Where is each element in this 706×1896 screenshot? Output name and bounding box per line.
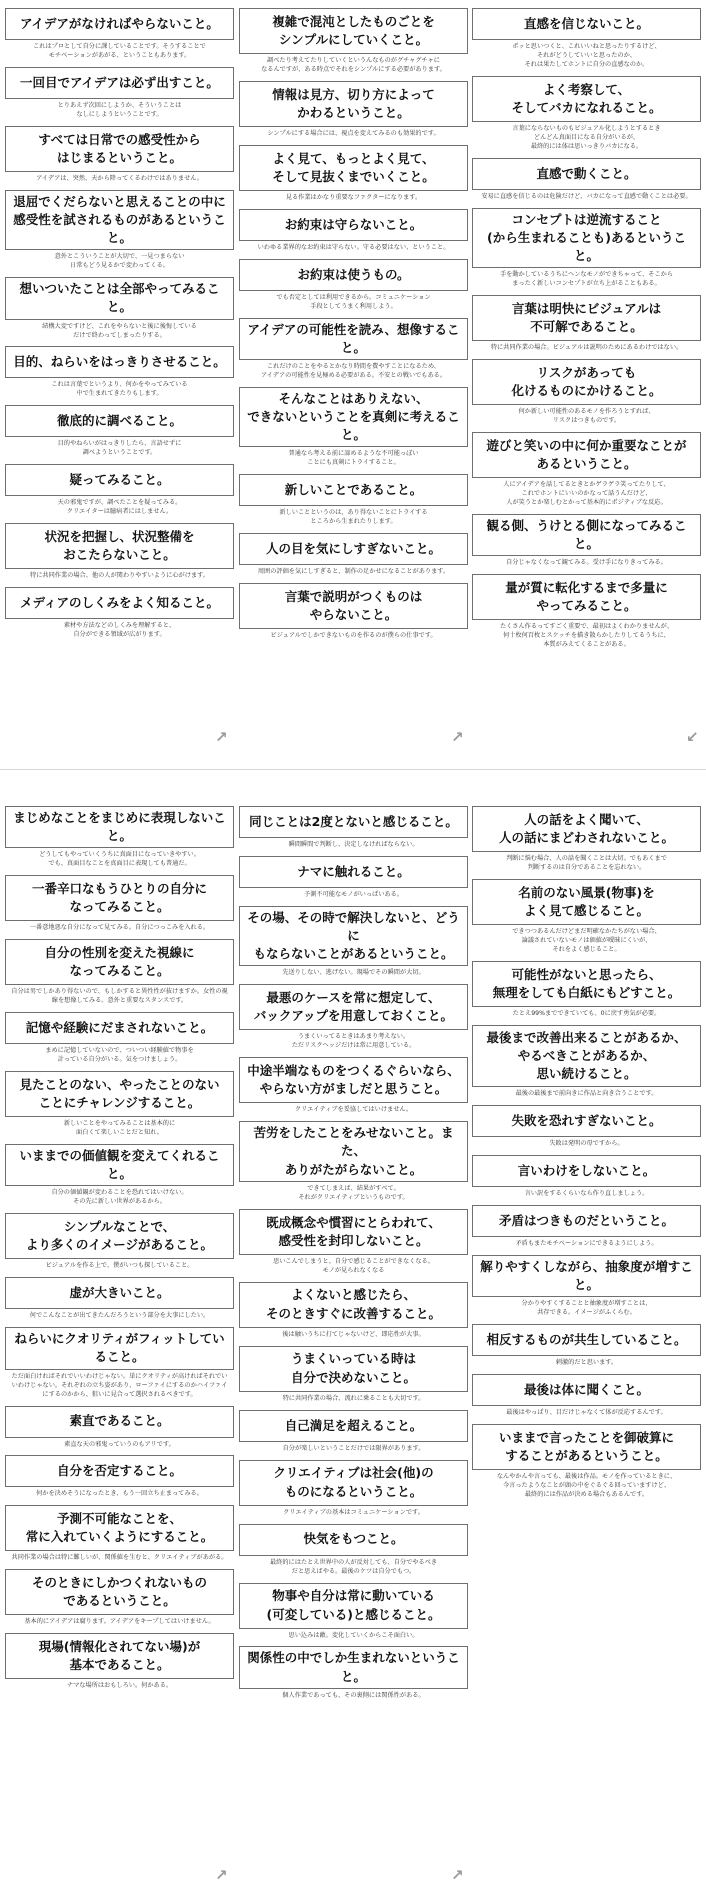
- principle-note: 何か新しい可能性のあるモノを作ろうとすれば、 リスクはつきものです。: [518, 408, 655, 425]
- principle-note: 一番意地悪な自分になって見てみる。自分につっこみを入れる。: [29, 924, 210, 932]
- principle-heading: 複雑で混沌としたものごとを シンプルにしていくこと。: [239, 8, 468, 54]
- principle-card: [239, 259, 468, 312]
- principle-card: [472, 1205, 701, 1249]
- principle-card: [5, 190, 234, 271]
- principle-card: [472, 76, 701, 152]
- principle-heading: 退屈でくだらないと思えることの中に 感受性を試されるものがあるということ。: [5, 190, 234, 250]
- principle-note: まめに記憶していないので、ついつい経験値で物事を 計っている自分がいる。気をつけましょう。: [45, 1047, 194, 1064]
- principle-note: クリエイティブの基本はコミュニケーションです。: [283, 1508, 424, 1516]
- principle-note: 新しいことというのは、あり得ないことにトライする ところから生まれたりします。: [279, 509, 428, 526]
- principle-card: [472, 806, 701, 873]
- principle-card: [5, 277, 234, 340]
- principle-card: [239, 533, 468, 577]
- principle-note: 特に共同作業の場合。ビジュアルは説明のためにあるわけではない。: [490, 344, 683, 352]
- principle-card: [472, 1424, 701, 1500]
- principle-note: 手を動かしているうちにヘンなモノができちゃって、そこから まったく新しいコンセプトが立ち上がることもある。: [499, 271, 674, 288]
- principle-card: [5, 405, 234, 458]
- principle-heading: 名前のない風景(物事)を よく見て感じること。: [472, 879, 701, 925]
- principle-heading: 自分の性別を変えた視線に なってみること。: [5, 939, 234, 985]
- principle-heading: 目的、ねらいをはっきりさせること。: [5, 346, 234, 378]
- principle-heading: 苦労をしたことをみせないこと。また、 ありがたがらないこと。: [239, 1121, 468, 1181]
- principle-note: どうしてもやっていくうちに真面目になっていきやすい。 でも、真面目なことを真面目に表現しても普通だ。: [39, 851, 200, 868]
- principle-card: [5, 1071, 234, 1138]
- principle-card: [5, 8, 234, 61]
- principle-heading: 既成概念や慣習にとらわれて、 感受性を封印しないこと。: [239, 1209, 468, 1255]
- principle-heading: ねらいにクオリティがフィットしていること。: [5, 1327, 234, 1369]
- principle-card: [239, 583, 468, 641]
- principle-note: できてしまえば、結果がすべて。 それがクリエイティブというものです。: [298, 1184, 409, 1201]
- principle-note: 最終的にはたとえ世界中の人が反対しても、自分でやるべき だと思えばやる。最後のケツは自分でもつ。: [269, 1558, 438, 1575]
- principle-note: 後は触いうちに打てじゃないけど、即応性が大事。: [282, 1330, 425, 1338]
- principle-note: 瞬間瞬間で判断し、決定しなければならない。: [288, 841, 419, 848]
- principle-note: 自分の価値観が変わることを恐れてはいけない。 その先に新しい世界があるから。: [51, 1189, 188, 1206]
- principle-note: 基本的にアイデアは腐ります。アイデアをキープしてはいけません。: [24, 1618, 215, 1626]
- principle-note: ポッと思いつくと、これいいねと思ったりするけど、 それがどうしていいと思ったのか、 それは果たしてホントに自分の直感なのか。: [512, 43, 661, 68]
- principle-card: [239, 1524, 468, 1577]
- principle-heading: 状況を把握し、状況整備を おこたらないこと。: [5, 523, 234, 569]
- principle-card: [239, 8, 468, 75]
- principle-card: [472, 1155, 701, 1199]
- principle-heading: 現場(情報化されてない場)が 基本であること。: [5, 1633, 234, 1679]
- principle-heading: そんなことはありえない、 できないということを真剣に考えること。: [239, 387, 468, 447]
- column-2: [239, 8, 468, 647]
- principle-card: [5, 1505, 234, 1563]
- principle-note: でも否定としては利用できるから。コミュニケーション 手段としてうまく利用しよう。: [276, 293, 431, 310]
- principle-heading: そのときにしかつくれないもの であるということ。: [5, 1569, 234, 1615]
- principle-heading: メディアのしくみをよく知ること。: [5, 587, 234, 619]
- principle-card: [5, 587, 234, 640]
- principle-heading: 矛盾はつきものだということ。: [472, 1205, 701, 1237]
- principle-heading: お約束は使うもの。: [239, 259, 468, 291]
- principle-note: 目的やねらいがはっきりしたら、言語せずに 調べようということです。: [57, 440, 182, 457]
- principle-note: 自分じゃなくなって観てみる。受け手になりきってみる。: [506, 559, 667, 567]
- principle-card: [472, 879, 701, 955]
- principle-card: [472, 961, 701, 1019]
- principle-note: 調べたり考えてたりしていくというんなものがグチャグチャに なるんですが、ある時点でそれをシンプルにする必要があります。: [261, 57, 446, 73]
- principle-card: [5, 806, 234, 869]
- principle-card: [472, 514, 701, 568]
- principle-card: [472, 158, 701, 202]
- principle-card: [5, 1144, 234, 1207]
- principle-note: 自分は男でしかあり得ないので、もしかすると異性性が抜けますか。女性の視線を想像してみる。意外と重要なスタンスです。: [11, 988, 228, 1005]
- principle-heading: 快気をもつこと。: [239, 1524, 468, 1556]
- principle-card: [5, 1327, 234, 1399]
- principle-note: 矛盾もまたモチベーションにできるようにしよう。: [515, 1239, 658, 1247]
- principle-card: [5, 939, 234, 1006]
- principle-note: 人にアイデアを話してるときとかゲラゲラ笑ってたりして、 これでホントにいいのかなって話うんだけど、 人が笑うとか楽しむとかって基本的にポジティブな反応。: [503, 481, 670, 507]
- principle-card: [239, 906, 468, 978]
- principle-card: [239, 806, 468, 850]
- principle-card: [472, 1255, 701, 1318]
- principle-heading: 可能性がないと思ったら、 無理をしても白紙にもどすこと。: [472, 961, 701, 1007]
- principle-note: ただ面白ければそれでいいわけじゃない。単にクオリティが高ければそれでいいわけじゃない。それぞれの立ち姿があり、ローファイにするのかハイファイにするのかから、狙いに見合って選択されるべきです。: [11, 1372, 228, 1398]
- principle-card: [5, 1277, 234, 1321]
- principle-card: [472, 574, 701, 650]
- principle-note: 素材や方法などのしくみを理解すると、 自分ができる領域が広がります。: [63, 622, 176, 639]
- principle-heading: 予測不可能なことを、 常に入れていくようにすること。: [5, 1505, 234, 1551]
- principle-heading: お約束は守らないこと。: [239, 209, 468, 241]
- principle-note: 何かを決めそうになったとき、もう一回立ち止まってみる。: [36, 1490, 203, 1498]
- principle-heading: 直感を信じないこと。: [472, 8, 701, 40]
- principle-note: 共同作業の場合は特に難しいが、関係値を生むと、クリエイティブがあがる。: [11, 1554, 228, 1562]
- principle-heading: コンセプトは逆流すること (から生まれることも)あるということ。: [472, 208, 701, 268]
- principle-card: [5, 1406, 234, 1450]
- principle-heading: よく考察して、 そしてバカになれること。: [472, 76, 701, 122]
- principle-heading: 遊びと笑いの中に何か重要なことが あるということ。: [472, 432, 701, 478]
- principle-heading: 同じことは2度とないと感じること。: [239, 806, 468, 838]
- principle-heading: 解りやすくしながら、抽象度が増すこと。: [472, 1255, 701, 1297]
- principle-card: [5, 875, 234, 933]
- principle-card: [239, 856, 468, 900]
- principle-heading: よくないと感じたら、 そのときすぐに改善すること。: [239, 1282, 468, 1328]
- principle-note: 周囲の評価を気にしすぎると、制作の足かせになることがあります。: [257, 568, 450, 576]
- principle-heading: いままで言ったことを御破算に することがあるということ。: [472, 1424, 701, 1470]
- principle-note: クリエイティブを妥協してはいけません。: [294, 1106, 413, 1114]
- principle-heading: 一回目でアイデアは必ず出すこと。: [5, 67, 234, 99]
- principle-card: [472, 208, 701, 289]
- principle-heading: 人の話をよく聞いて、 人の話にまどわされないこと。: [472, 806, 701, 852]
- principle-card: [239, 1282, 468, 1340]
- principle-note: 天の邪鬼ですが、調べたことを疑ってみる。 クリエイターは臆病者にはしません。: [57, 499, 182, 516]
- principle-heading: 観る側、うけとる側になってみること。: [472, 514, 701, 556]
- principle-note: とりあえず次回にしようか、そういうことは なしにしようということです。: [57, 101, 182, 118]
- principle-note: 分かりやすくすることと抽象度が増すことは、 共存できる。イメージがふくらむ。: [521, 1300, 652, 1317]
- principle-note: 普通なら考える前に諦めるような不可能っぽい ことにも真剣にトライすること。: [288, 450, 419, 467]
- principle-card: [239, 1209, 468, 1276]
- principle-card: [5, 1012, 234, 1065]
- principle-heading: 自分を否定すること。: [5, 1455, 234, 1487]
- principle-card: [239, 1410, 468, 1454]
- principle-heading: 見たことのない、やったことのない ことにチャレンジすること。: [5, 1071, 234, 1117]
- principle-card: [472, 295, 701, 353]
- principle-heading: 相反するものが共生していること。: [472, 1324, 701, 1356]
- principle-note: 言葉にならないものもビジュアル化しようとするとき どんどん真面目になる自分がいるが、 最終的には体は思いっきりバカになる。: [512, 124, 661, 150]
- column-3: [472, 8, 701, 656]
- principle-card: [5, 1569, 234, 1627]
- principle-note: 何でこんなことが出てきたんだろうという部分を大事にしたい。: [29, 1312, 210, 1320]
- principle-card: [5, 464, 234, 517]
- principle-card: [472, 359, 701, 426]
- principle-note: 予測不可能なモノがいっぱいある。: [304, 890, 403, 898]
- principle-card: [239, 81, 468, 139]
- principle-heading: 関係性の中でしか生まれないということ。: [239, 1646, 468, 1688]
- principle-heading: シンプルなことで、 より多くのイメージがあること。: [5, 1213, 234, 1259]
- principle-heading: その場、その時で解決しないと、どうに もならないことがあるということ。: [239, 906, 468, 966]
- principle-heading: 直感で動くこと。: [472, 158, 701, 190]
- principle-heading: よく見て、もっとよく見て、 そして見抜くまでいくこと。: [239, 145, 468, 191]
- principle-heading: 情報は見方、切り方によって かわるということ。: [239, 81, 468, 127]
- principle-note: 思いこんでしまうと、自分で感じることができなくなる。 モノが見られなくなる: [273, 1257, 434, 1274]
- principle-note: ナマな場所はおもしろい。何かある。: [66, 1682, 173, 1690]
- section-divider: [0, 769, 706, 770]
- principle-card: [239, 1346, 468, 1404]
- principle-note: 自分が楽しいということだけでは限界があります。: [282, 1444, 425, 1452]
- principle-card: [472, 1105, 701, 1149]
- principle-heading: 徹底的に調べること。: [5, 405, 234, 437]
- principle-heading: 新しいことであること。: [239, 474, 468, 506]
- principle-note: 思い込みは敵。変化していくからこそ面白い。: [288, 1631, 419, 1639]
- principle-note: なんやかんや言っても、最後は作品。モノを作っているときに、 今言ったようなことが頭の中をぐるぐる回っていますけど、 最終的には作品が決める場合もあるんです。: [496, 1473, 677, 1498]
- principle-note: 先送りしない、逃げない。現場でその瞬間が大切。: [282, 969, 425, 977]
- principle-note: 失敗は発明の母ですから。: [549, 1139, 624, 1147]
- principle-note: 刺激的だと思います。: [555, 1359, 618, 1367]
- principle-note: ビジュアルを作る上で、僕がいつも探していること。: [45, 1262, 194, 1270]
- principle-heading: うまくいっている時は 自分で決めないこと。: [239, 1346, 468, 1392]
- principle-heading: 量が質に転化するまで多量に やってみること。: [472, 574, 701, 620]
- principle-card: [239, 209, 468, 253]
- column-2: [239, 806, 468, 1707]
- principle-heading: 素直であること。: [5, 1406, 234, 1438]
- principle-heading: いままでの価値観を変えてくれること。: [5, 1144, 234, 1186]
- principle-heading: すべては日常での感受性から はじまるということ。: [5, 126, 234, 172]
- principle-card: [239, 145, 468, 203]
- principle-note: 結構大変ですけど、これをやらないと後に後悔している だけで終わってしまったりする。: [42, 322, 197, 339]
- arrow-ne-icon[interactable]: ↗: [451, 1866, 464, 1884]
- principle-heading: 疑ってみること。: [5, 464, 234, 496]
- principle-heading: 記憶や経験にだまされないこと。: [5, 1012, 234, 1044]
- principle-heading: クリエイティブは社会(他)の ものになるということ。: [239, 1460, 468, 1506]
- arrow-ne-icon[interactable]: ↗: [215, 728, 228, 746]
- principle-heading: 物事や自分は常に動いている (可変している)と感じること。: [239, 1583, 468, 1629]
- arrow-ne-icon[interactable]: ↗: [451, 728, 464, 746]
- principle-note: 意外とこういうことが大切で、一見つまらない 日常もどう見るかで変わってくる。: [54, 253, 185, 270]
- principle-card: [239, 984, 468, 1051]
- principle-card: [239, 1057, 468, 1115]
- principle-heading: 最後まで改善出来ることがあるか、 やるべきことがあるか、 思い続けること。: [472, 1025, 701, 1087]
- principle-card: [5, 67, 234, 120]
- principle-note: 新しいことをやってみることは基本的に 面白くて楽しいことだと知れ。: [63, 1120, 176, 1137]
- principle-note: 特に共同作業の場合、他の人が関わりやすいように心がけます。: [30, 572, 209, 580]
- principle-card: [239, 474, 468, 527]
- principle-card: [472, 1374, 701, 1418]
- principle-heading: アイデアの可能性を読み、想像すること。: [239, 318, 468, 360]
- principle-heading: 自己満足を超えること。: [239, 1410, 468, 1442]
- column-3: [472, 806, 701, 1506]
- principle-heading: 人の目を気にしすぎないこと。: [239, 533, 468, 565]
- principle-note: うまくいってるときはあまり考えない。 ただリスクヘッジだけは常に用意している。: [291, 1033, 416, 1050]
- principle-note: これは言葉でというより、何かをやってみている 中で生まれてきたりもします。: [51, 381, 188, 398]
- principle-heading: 最悪のケースを常に想定して、 バックアップを用意しておくこと。: [239, 984, 468, 1030]
- principle-note: これはプロとして自分に課していることです。そうすることで モチベーションがあがる、ということもあります。: [33, 43, 206, 59]
- principle-heading: 言葉で説明がつくものは やらないこと。: [239, 583, 468, 629]
- principle-note: シンプルにする場合には、視点を変えてみるのも効果的です。: [267, 129, 440, 137]
- principle-heading: 虚が大きいこと。: [5, 1277, 234, 1309]
- principle-card: [5, 1633, 234, 1691]
- column-1: [5, 806, 234, 1697]
- principle-card: [5, 523, 234, 581]
- column-1: [5, 8, 234, 646]
- principle-card: [239, 387, 468, 468]
- principle-note: 判断に悩む場合、人の話を聞くことは大切。でもあくまで 判断するのは自分であることを忘れない。: [506, 855, 667, 871]
- principle-card: [472, 1025, 701, 1099]
- principle-note: 見る作業はかなり重要なファクターになります。: [285, 193, 422, 201]
- arrow-sw-icon[interactable]: ↙: [686, 728, 699, 746]
- principle-card: [5, 346, 234, 399]
- principle-note: たとえ99%までできていても、0に戻す勇気が必要。: [512, 1009, 661, 1017]
- principle-note: 最後の最後まで前向きに作品と向き合うことです。: [515, 1089, 658, 1097]
- principle-heading: 失敗を恐れすぎないこと。: [472, 1105, 701, 1137]
- principle-heading: 言いわけをしないこと。: [472, 1155, 701, 1187]
- principle-heading: 最後は体に聞くこと。: [472, 1374, 701, 1406]
- principle-heading: 言葉は明快にビジュアルは 不可解であること。: [472, 295, 701, 341]
- principle-note: これだけのことをやるとかなり時間を費やすことになるため、 アイデアの可能性を見極める必要がある。不安との戦いでもある。: [260, 363, 447, 380]
- principle-card: [239, 318, 468, 381]
- principle-note: 最後はやっぱり、目だけじゃなくて体が反応するんです。: [506, 1409, 667, 1417]
- principle-note: できつつあるんだけどまだ明確なかたちがない場合、 論議されていないモノは価値が曖昧にくいが、 それをよく感じること。: [512, 927, 661, 953]
- principle-note: 個人作業であっても、その裏側には関係性がある。: [282, 1691, 425, 1699]
- principle-heading: リスクがあっても 化けるものにかけること。: [472, 359, 701, 405]
- principle-note: ビジュアルでしかできないものを作るのが僕らの仕事です。: [270, 632, 437, 640]
- principle-note: 素直な天の邪鬼っていうのもアリです。: [64, 1440, 175, 1448]
- principle-note: 安易に直感を信じるのは危険だけど、バカになって直感で動くことは必要。: [481, 192, 692, 200]
- principle-card: [239, 1646, 468, 1700]
- principle-note: 特に共同作業の場合、流れに乗ることも大切です。: [282, 1394, 425, 1402]
- principle-note: たくさん作るってすごく重要で、最初はよくわかりませんが、 何十枚何百枚とスケッチを描き散らかしたりしてるうちに、 本質がみえてくることがある。: [499, 623, 674, 649]
- principle-card: [5, 126, 234, 184]
- arrow-ne-icon[interactable]: ↗: [215, 1866, 228, 1884]
- principle-note: いわゆる業界的なお約束は守らない。守る必要はない、ということ。: [257, 243, 450, 251]
- principle-card: [239, 1460, 468, 1518]
- principle-card: [472, 1324, 701, 1368]
- principle-heading: 中途半端なものをつくるぐらいなら、 やらない方がましだと思うこと。: [239, 1057, 468, 1103]
- principle-card: [472, 8, 701, 70]
- principle-card: [239, 1583, 468, 1641]
- principle-card: [5, 1455, 234, 1499]
- principle-note: アイデアは、突然、天から降ってくるわけではありません。: [36, 174, 203, 182]
- principle-heading: アイデアがなければやらないこと。: [5, 8, 234, 40]
- principle-card: [5, 1213, 234, 1271]
- principle-card: [239, 1121, 468, 1202]
- principle-note: 言い訳をするくらいなら作り直しましょう。: [524, 1189, 649, 1197]
- principle-card: [472, 432, 701, 508]
- principle-heading: 一番辛口なもうひとりの自分に なってみること。: [5, 875, 234, 921]
- principle-heading: 想いついたことは全部やってみること。: [5, 277, 234, 319]
- principle-heading: まじめなことをまじめに表現しないこと。: [5, 806, 234, 848]
- principle-heading: ナマに触れること。: [239, 856, 468, 888]
